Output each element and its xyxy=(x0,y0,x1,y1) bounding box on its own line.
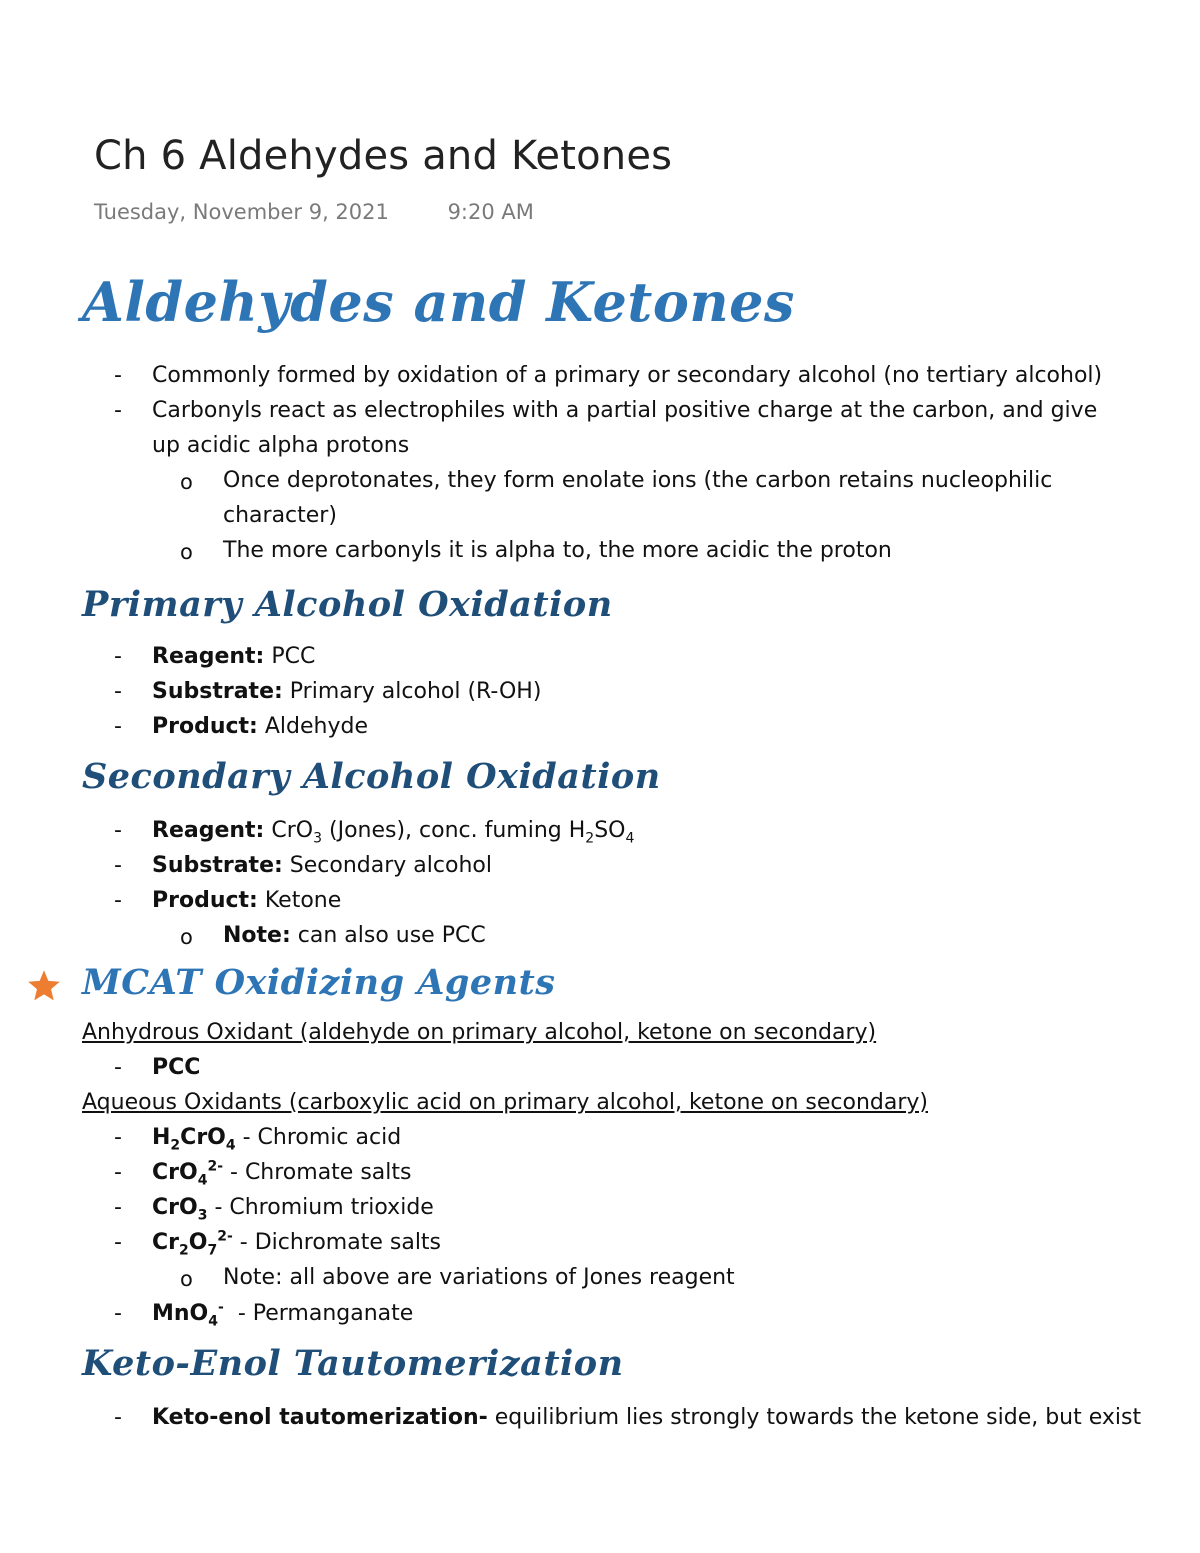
formula: CrO$_3$ xyxy=(152,1195,208,1224)
product-label: Product: xyxy=(152,714,258,739)
list-item: Commonly formed by oxidation of a primary or secondary alcohol (no tertiary alcohol) xyxy=(152,363,1103,388)
dash-bullet: - xyxy=(114,1160,122,1185)
list-item xyxy=(152,678,541,706)
heading-primary-alcohol-oxidation: Primary Alcohol Oxidation xyxy=(82,584,613,625)
formula-description: - Chromium trioxide xyxy=(207,1195,434,1220)
sub-list-item: Once deprotonates, they form enolate ions (the carbon retains nucleophilic xyxy=(223,468,1053,493)
formula-description: - Permanganate xyxy=(223,1301,414,1326)
sub-list-item: The more carbonyls it is alpha to, the more acidic the proton xyxy=(223,538,892,563)
circle-bullet: o xyxy=(180,540,193,564)
heading-aldehydes-ketones: Aldehydes and Ketones xyxy=(82,270,795,334)
heading-keto-enol-tautomerization: Keto-Enol Tautomerization xyxy=(82,1343,624,1384)
list-item xyxy=(152,1300,413,1328)
subscript: 3 xyxy=(313,830,322,847)
note-value: can also use PCC xyxy=(290,923,486,948)
reagent-value: (Jones), conc. fuming H xyxy=(322,818,586,843)
list-item xyxy=(152,852,492,880)
formula: $H_2CrO_4$ xyxy=(152,1125,236,1154)
list-item xyxy=(152,1054,200,1082)
formula: MnO$_4$- xyxy=(152,1299,224,1330)
dash-bullet: - xyxy=(114,1195,122,1220)
list-item-continued: up acidic alpha protons xyxy=(152,433,410,458)
reagent-value: SO xyxy=(594,818,626,843)
dash-bullet: - xyxy=(114,679,122,704)
dash-bullet: - xyxy=(114,818,122,843)
list-item xyxy=(152,1159,411,1187)
reagent-value: CrO xyxy=(264,818,314,843)
dash-bullet: - xyxy=(114,1125,122,1150)
subscript: 4 xyxy=(625,830,635,847)
heading-mcat-oxidizing-agents: MCAT Oxidizing Agents xyxy=(82,962,556,1003)
keto-enol-value: equilibrium lies strongly towards the ketone side, but exist xyxy=(487,1405,1142,1430)
anhydrous-oxidant-label: Anhydrous Oxidant (aldehyde on primary alcohol, ketone on secondary) xyxy=(82,1020,877,1045)
list-item xyxy=(152,713,368,741)
dash-bullet: - xyxy=(114,714,122,739)
subscript: 2 xyxy=(585,830,595,847)
substrate-label: Substrate: xyxy=(152,679,283,704)
page-title: Ch 6 Aldehydes and Ketones xyxy=(94,133,673,179)
formula: $Cr_2O_7^{2-}$ xyxy=(152,1228,233,1259)
circle-bullet: o xyxy=(180,470,193,494)
product-value: Aldehyde xyxy=(257,714,368,739)
sub-list-item xyxy=(223,922,486,950)
formula: CrO$_4^{2-}$ xyxy=(152,1158,224,1189)
page-time: 9:20 AM xyxy=(447,200,534,224)
note-label: Note: xyxy=(223,923,291,948)
reagent-value: PCC xyxy=(264,644,316,669)
substrate-value: Secondary alcohol xyxy=(282,853,492,878)
dash-bullet: - xyxy=(114,1301,122,1326)
sub-list-item-continued: character) xyxy=(223,503,337,528)
dash-bullet: - xyxy=(114,1230,122,1255)
aqueous-oxidants-label: Aqueous Oxidants (carboxylic acid on primary alcohol, ketone on secondary) xyxy=(82,1090,929,1115)
star-icon xyxy=(26,968,62,1004)
page-date: Tuesday, November 9, 2021 xyxy=(94,200,389,224)
product-value: Ketone xyxy=(257,888,342,913)
list-item xyxy=(152,887,341,915)
page-meta xyxy=(94,200,534,224)
list-item xyxy=(152,1229,441,1257)
dash-bullet: - xyxy=(114,853,122,878)
dash-bullet: - xyxy=(114,363,122,388)
reagent-label: Reagent: xyxy=(152,644,265,669)
dash-bullet: - xyxy=(114,398,122,423)
list-item xyxy=(152,1124,401,1152)
formula-description: - Chromate salts xyxy=(223,1160,412,1185)
list-item xyxy=(152,643,315,671)
circle-bullet: o xyxy=(180,1267,193,1291)
list-item: Carbonyls react as electrophiles with a partial positive charge at the carbon, and give xyxy=(152,398,1098,423)
dash-bullet: - xyxy=(114,1405,122,1430)
keto-enol-label: Keto-enol tautomerization- xyxy=(152,1405,488,1430)
formula-description: - Dichromate salts xyxy=(232,1230,442,1255)
dash-bullet: - xyxy=(114,1055,122,1080)
product-label: Product: xyxy=(152,888,258,913)
list-item xyxy=(152,1404,1141,1432)
heading-secondary-alcohol-oxidation: Secondary Alcohol Oxidation xyxy=(82,756,661,797)
dash-bullet: - xyxy=(114,888,122,913)
sub-list-item: Note: all above are variations of Jones reagent xyxy=(223,1265,735,1290)
formula-description: - Chromic acid xyxy=(235,1125,402,1150)
pcc-label: PCC xyxy=(152,1055,201,1080)
list-item xyxy=(152,1194,434,1222)
list-item xyxy=(152,817,634,845)
reagent-label: Reagent: xyxy=(152,818,265,843)
dash-bullet: - xyxy=(114,644,122,669)
substrate-label: Substrate: xyxy=(152,853,283,878)
circle-bullet: o xyxy=(180,925,193,949)
substrate-value: Primary alcohol (R-OH) xyxy=(282,679,542,704)
